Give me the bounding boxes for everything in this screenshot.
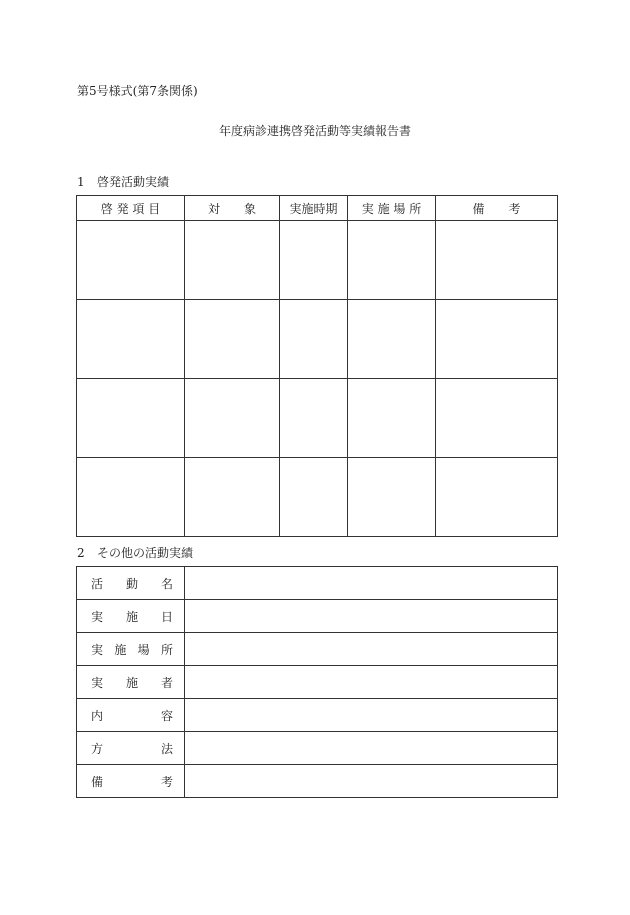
table-cell[interactable] [185,379,280,458]
table-cell[interactable] [348,458,436,537]
venue-field[interactable] [185,633,558,666]
table-row [77,379,558,458]
table-cell[interactable] [185,300,280,379]
table-cell[interactable] [77,379,185,458]
table-row [77,732,558,765]
implementer-field[interactable] [185,666,558,699]
table-cell[interactable] [185,458,280,537]
section-2-heading [77,545,193,561]
form-number: 第5号様式(第7条関係) [77,84,198,98]
table-cell[interactable] [348,300,436,379]
table-row [77,221,558,300]
document-title: 年度病診連携啓発活動等実績報告書 [218,124,411,138]
section-1-heading [77,174,169,190]
table-cell[interactable] [436,458,558,537]
column-header-target: 対 象 [185,196,280,221]
content-field[interactable] [185,699,558,732]
table-row [77,458,558,537]
column-header-venue: 実 施 場 所 [348,196,436,221]
section-2-title: その他の活動実績 [97,546,194,560]
row-label-method: 方法 [77,732,185,765]
method-field[interactable] [185,732,558,765]
row-label-remarks: 備考 [77,765,185,798]
activity-name-field[interactable] [185,567,558,600]
table-row [77,600,558,633]
table-row [77,666,558,699]
date-field[interactable] [185,600,558,633]
row-label-activity-name: 活動名 [77,567,185,600]
table-row [77,567,558,600]
row-label-implementer: 実施者 [77,666,185,699]
table-cell[interactable] [280,458,348,537]
table-cell[interactable] [280,221,348,300]
table-cell[interactable] [348,379,436,458]
column-header-remarks: 備 考 [436,196,558,221]
section-1-number: 1 [77,175,85,189]
table-header-row [77,196,558,221]
table-cell[interactable] [77,458,185,537]
table-cell[interactable] [348,221,436,300]
remarks-field[interactable] [185,765,558,798]
table-cell[interactable] [436,221,558,300]
table-cell[interactable] [185,221,280,300]
table-row [77,699,558,732]
table-cell[interactable] [77,221,185,300]
table-cell[interactable] [436,300,558,379]
column-header-activity-item: 啓 発 項 目 [77,196,185,221]
table-cell[interactable] [77,300,185,379]
column-header-period: 実施時期 [280,196,348,221]
table-row [77,765,558,798]
other-activities-table [76,566,558,798]
row-label-date: 実施日 [77,600,185,633]
row-label-venue: 実施場所 [77,633,185,666]
table-cell[interactable] [436,379,558,458]
table-cell[interactable] [280,379,348,458]
section-2-number: 2 [77,546,85,560]
table-cell[interactable] [280,300,348,379]
table-row [77,300,558,379]
section-1-title: 啓発活動実績 [97,175,170,189]
row-label-content: 内容 [77,699,185,732]
table-row [77,633,558,666]
activity-results-table [76,195,558,537]
